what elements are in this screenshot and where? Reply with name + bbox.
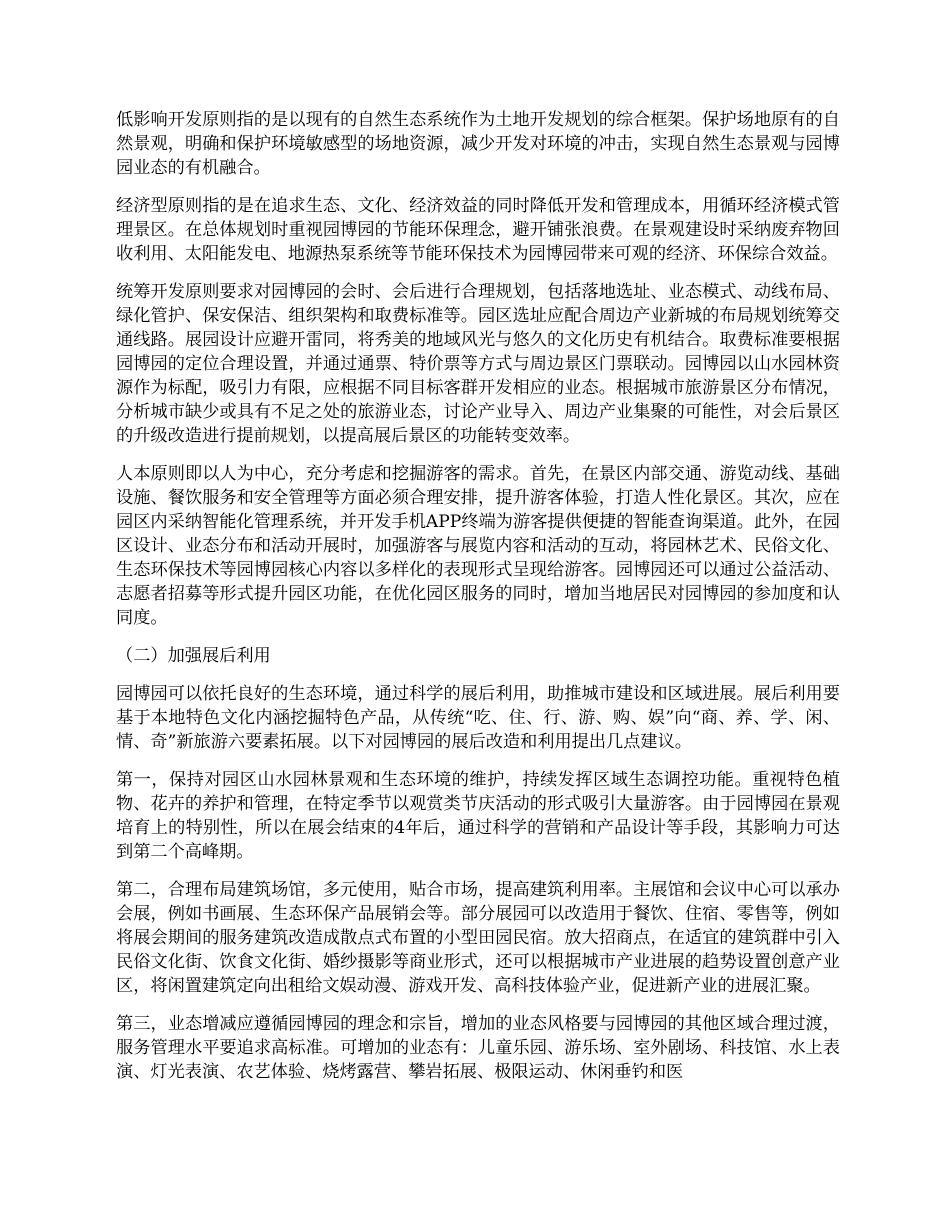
- section-heading: （二）加强展后利用: [116, 646, 271, 666]
- paragraph-post-expo-intro: 园博园可以依托良好的生态环境，通过科学的展后利用，助推城市建设和区域进展。展后利用要基于本地特色文化内涵挖掘特色产品，从传统“吃、住、行、游、购、娱”向“商、养、学、闲、情、奇”新旅游六要素拓展。以下对园博园的展后改造和利用提出几点建议。: [116, 684, 840, 752]
- document-body: [116, 108, 840, 1098]
- paragraph-third-point: 第三，业态增减应遵循园博园的理念和宗旨，增加的业态风格要与园博园的其他区域合理过渡，服务管理水平要追求高标准。可增加的业态有：儿童乐园、游乐场、室外剧场、科技馆、水上表演、灯光表演、农艺体验、烧烤露营、攀岩拓展、极限运动、休闲垂钓和医: [116, 1014, 840, 1082]
- paragraph-overall-planning-principle: 统筹开发原则要求对园博园的会时、会后进行合理规划，包括落地选址、业态模式、动线布局、绿化管护、保安保洁、组织架构和取费标准等。园区选址应配合周边产业新城的布局规划统筹交通线路。展园设计应避开雷同，将秀美的地域风光与悠久的文化历史有机结合。取费标准要根据园博园的定位合理设置，并通过通票、特价票等方式与周边景区门票联动。园博园以山水园林资源作为标配，吸引力有限，应根据不同目标客群开发相应的业态。根据城市旅游景区分布情况，分析城市缺少或具有不足之处的旅游业态，讨论产业导入、周边产业集聚的可能性，对会后景区的升级改造进行提前规划，以提高展后景区的功能转变效率。: [116, 282, 840, 446]
- paragraph-people-oriented-principle: 人本原则即以人为中心，充分考虑和挖掘游客的需求。首先，在景区内部交通、游览动线、基础设施、餐饮服务和安全管理等方面必须合理安排，提升游客体验，打造人性化景区。其次，应在园区内采纳智能化管理系统，并开发手机APP终端为游客提供便捷的智能查询渠道。此外，在园区设计、业态分布和活动开展时，加强游客与展览内容和活动的互动，将园林艺术、民俗文化、生态环保技术等园博园核心内容以多样化的表现形式呈现给游客。园博园还可以通过公益活动、志愿者招募等形式提升园区功能，在优化园区服务的同时，增加当地居民对园博园的参加度和认同度。: [116, 464, 840, 628]
- paragraph-first-point: 第一，保持对园区山水园林景观和生态环境的维护，持续发挥区域生态调控功能。重视特色植物、花卉的养护和管理，在特定季节以观赏类节庆活动的形式吸引大量游客。由于园博园在景观培育上的特别性，所以在展会结束的4年后，通过科学的营销和产品设计等手段，其影响力可达到第二个高峰期。: [116, 770, 840, 862]
- paragraph-second-point: 第二，合理布局建筑场馆，多元使用，贴合市场，提高建筑利用率。主展馆和会议中心可以承办会展，例如书画展、生态环保产品展销会等。部分展园可以改造用于餐饮、住宿、零售等，例如将展会期间的服务建筑改造成散点式布置的小型田园民宿。放大招商点，在适宜的建筑群中引入民俗文化街、饮食文化街、婚纱摄影等商业形式，还可以根据城市产业进展的趋势设置创意产业区，将闲置建筑定向出租给文娱动漫、游戏开发、高科技体验产业，促进新产业的进展汇聚。: [116, 880, 840, 996]
- paragraph-low-impact-principle: 低影响开发原则指的是以现有的自然生态系统作为土地开发规划的综合框架。保护场地原有的自然景观，明确和保护环境敏感型的场地资源，减少开发对环境的冲击，实现自然生态景观与园博园业态的有机融合。: [116, 110, 840, 178]
- paragraph-economic-principle: 经济型原则指的是在追求生态、文化、经济效益的同时降低开发和管理成本，用循环经济模式管理景区。在总体规划时重视园博园的节能环保理念，避开铺张浪费。在景观建设时采纳废弃物回收利用、太阳能发电、地源热泵系统等节能环保技术为园博园带来可观的经济、环保综合效益。: [116, 196, 840, 264]
